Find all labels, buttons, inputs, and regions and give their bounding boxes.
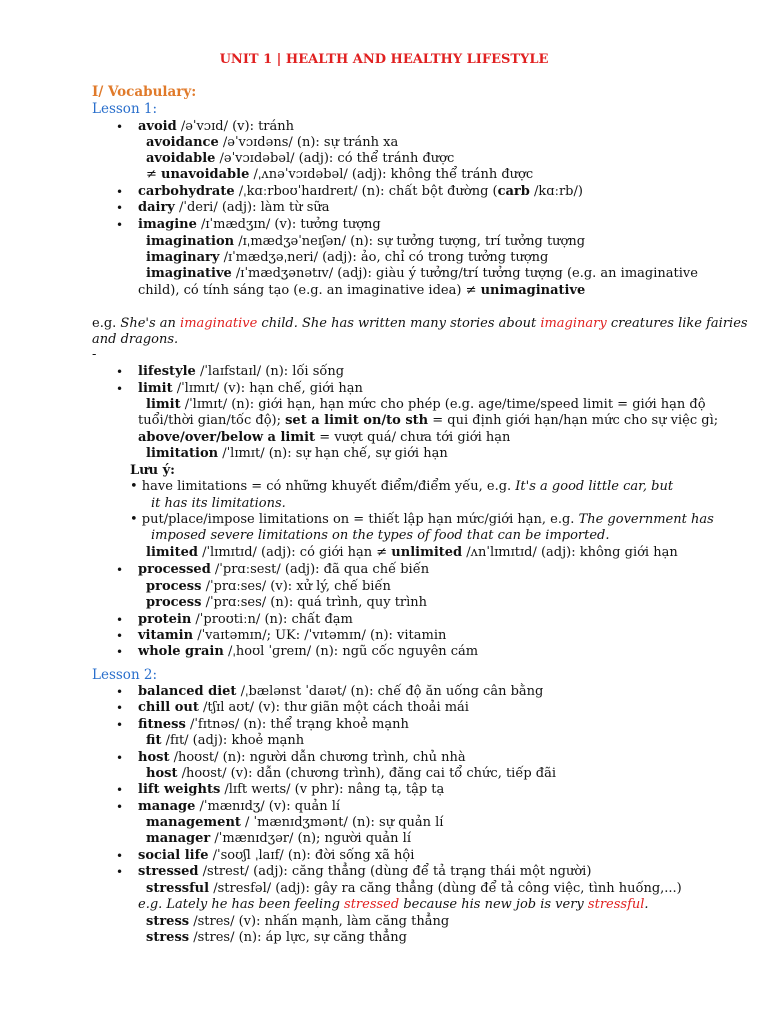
entry-whole-grain: whole grain /ˌhoʊl ˈɡreɪn/ (n): ngũ cốc nguyên cám <box>138 644 479 659</box>
bullet: • <box>116 613 124 627</box>
bullet: • <box>116 185 124 199</box>
note-1-cont: it has its limitations. <box>151 496 286 511</box>
entry-host-v: host /hoʊst/ (v): dẫn (chương trình), đăng cai tổ chức, tiếp đãi <box>146 766 557 781</box>
entry-management: management / ˈmænɪdʒmənt/ (n): sự quản lí <box>146 815 444 830</box>
bullet: • <box>116 201 124 215</box>
entry-imaginative-cont: child), có tính sáng tạo (e.g. an imaginative idea) ≠ unimaginative <box>138 283 586 298</box>
entry-lifestyle: lifestyle /ˈlaɪfstaɪl/ (n): lối sống <box>138 364 345 379</box>
bullet: • <box>116 783 124 797</box>
example-stressed: e.g. Lately he has been feeling stressed because his new job is very stressful. <box>138 897 649 912</box>
bullet: • <box>116 563 124 577</box>
entry-limit-n: limit /ˈlɪmɪt/ (n): giới hạn, hạn mức cho phép (e.g. age/time/speed limit = giới hạn độ <box>146 397 706 412</box>
entry-imaginary: imaginary /ɪˈmædʒəˌneri/ (adj): ảo, chỉ có trong tưởng tượng <box>146 250 549 265</box>
entry-stressful: stressful /stresfəl/ (adj): gây ra căng thẳng (dùng để tả công việc, tình huống,...) <box>146 881 682 896</box>
entry-avoidable: avoidable /əˈvɔɪdəbəl/ (adj): có thể tránh được <box>146 151 455 166</box>
entry-balanced-diet: balanced diet /ˌbælənst ˈdaɪət/ (n): chế độ ăn uống cân bằng <box>138 684 544 699</box>
entry-limited: limited /ˈlɪmɪtɪd/ (adj): có giới hạn ≠ unlimited /ʌnˈlɪmɪtɪd/ (adj): không giới hạn <box>146 545 678 560</box>
lesson-2-heading: Lesson 2: <box>92 667 158 683</box>
entry-fitness: fitness /ˈfɪtnəs/ (n): thể trạng khoẻ mạnh <box>138 717 409 732</box>
entry-unavoidable: ≠ unavoidable /ˌʌnəˈvɔɪdəbəl/ (adj): không thể tránh được <box>146 167 534 182</box>
entry-stress-n: stress /stres/ (n): áp lực, sự căng thẳng <box>146 930 407 945</box>
entry-dairy: dairy /ˈderi/ (adj): làm từ sữa <box>138 200 330 215</box>
bullet: • <box>116 120 124 134</box>
entry-fit: fit /fɪt/ (adj): khoẻ mạnh <box>146 733 305 748</box>
bullet: • <box>116 365 124 379</box>
bullet: • <box>116 382 124 396</box>
entry-host-n: host /hoʊst/ (n): người dẫn chương trình, chủ nhà <box>138 750 466 765</box>
bullet: • <box>116 685 124 699</box>
entry-limit-v: limit /ˈlɪmɪt/ (v): hạn chế, giới hạn <box>138 381 363 396</box>
entry-avoidance: avoidance /əˈvɔɪdəns/ (n): sự tránh xa <box>146 135 399 150</box>
note-2: • put/place/impose limitations on = thiết lập hạn mức/giới hạn, e.g. The government has <box>130 512 714 527</box>
entry-process-n: process /ˈprɑːses/ (n): quá trình, quy trình <box>146 595 428 610</box>
entry-stress-v: stress /stres/ (v): nhấn mạnh, làm căng thẳng <box>146 914 450 929</box>
entry-limitation: limitation /ˈlɪmɪt/ (n): sự hạn chế, sự giới hạn <box>146 446 448 461</box>
note-1: • have limitations = có những khuyết điểm/điểm yếu, e.g. It's a good little car, but <box>130 479 674 494</box>
entry-processed: processed /ˈprɑːsest/ (adj): đã qua chế biến <box>138 562 430 577</box>
entry-manager: manager /ˈmænɪdʒər/ (n); người quản lí <box>146 831 411 846</box>
bullet: • <box>116 645 124 659</box>
entry-manage: manage /ˈmænɪdʒ/ (v): quản lí <box>138 799 341 814</box>
example-imaginative-cont: and dragons. <box>92 332 179 347</box>
entry-stressed: stressed /strest/ (adj): căng thẳng (dùng để tả trạng thái một người) <box>138 864 592 879</box>
entry-carbohydrate: carbohydrate /ˌkɑːrboʊˈhaɪdreɪt/ (n): chất bột đường (carb /kɑːrb/) <box>138 184 583 199</box>
bullet: • <box>116 718 124 732</box>
bullet: • <box>116 849 124 863</box>
entry-vitamin: vitamin /ˈvaɪtəmɪn/; UK: /ˈvɪtəmɪn/ (n): vitamin <box>138 628 447 643</box>
note-2-cont: imposed severe limitations on the types of food that can be imported. <box>151 528 610 543</box>
entry-social-life: social life /ˈsoʊʃl ˌlaɪf/ (n): đời sống xã hội <box>138 848 415 863</box>
entry-limit-n-cont: tuổi/thời gian/tốc độ); set a limit on/to sth = qui định giới hạn/hạn mức cho sự việc gì; <box>138 413 719 428</box>
note-heading: Lưu ý: <box>130 463 175 478</box>
section-heading: I/ Vocabulary: <box>92 84 197 100</box>
bullet: • <box>116 218 124 232</box>
lesson-1-heading: Lesson 1: <box>92 101 158 117</box>
page-title: UNIT 1 | HEALTH AND HEALTHY LIFESTYLE <box>219 52 549 67</box>
example-imaginative: e.g. She's an imaginative child. She has written many stories about imaginary creatures like fairies <box>92 316 748 331</box>
bullet: • <box>116 800 124 814</box>
bullet: • <box>116 701 124 715</box>
entry-lift-weights: lift weights /lɪft weɪts/ (v phr): nâng tạ, tập tạ <box>138 782 445 797</box>
bullet: • <box>116 629 124 643</box>
bullet: • <box>116 751 124 765</box>
dash: - <box>92 347 97 362</box>
entry-avoid: avoid /əˈvɔɪd/ (v): tránh <box>138 119 295 134</box>
entry-imagination: imagination /ɪˌmædʒəˈneɪʃən/ (n): sự tưởng tượng, trí tưởng tượng <box>146 234 586 249</box>
entry-process-v: process /ˈprɑːses/ (v): xử lý, chế biến <box>146 579 391 594</box>
entry-chill-out: chill out /tʃɪl aʊt/ (v): thư giãn một cách thoải mái <box>138 700 469 715</box>
bullet: • <box>116 865 124 879</box>
entry-imagine: imagine /ɪˈmædʒɪn/ (v): tưởng tượng <box>138 217 381 232</box>
entry-imaginative: imaginative /ɪˈmædʒənətɪv/ (adj): giàu ý tưởng/trí tưởng tượng (e.g. an imaginative <box>146 266 698 281</box>
entry-above-limit: above/over/below a limit = vượt quá/ chưa tới giới hạn <box>138 430 511 445</box>
entry-protein: protein /ˈproʊtiːn/ (n): chất đạm <box>138 612 353 627</box>
